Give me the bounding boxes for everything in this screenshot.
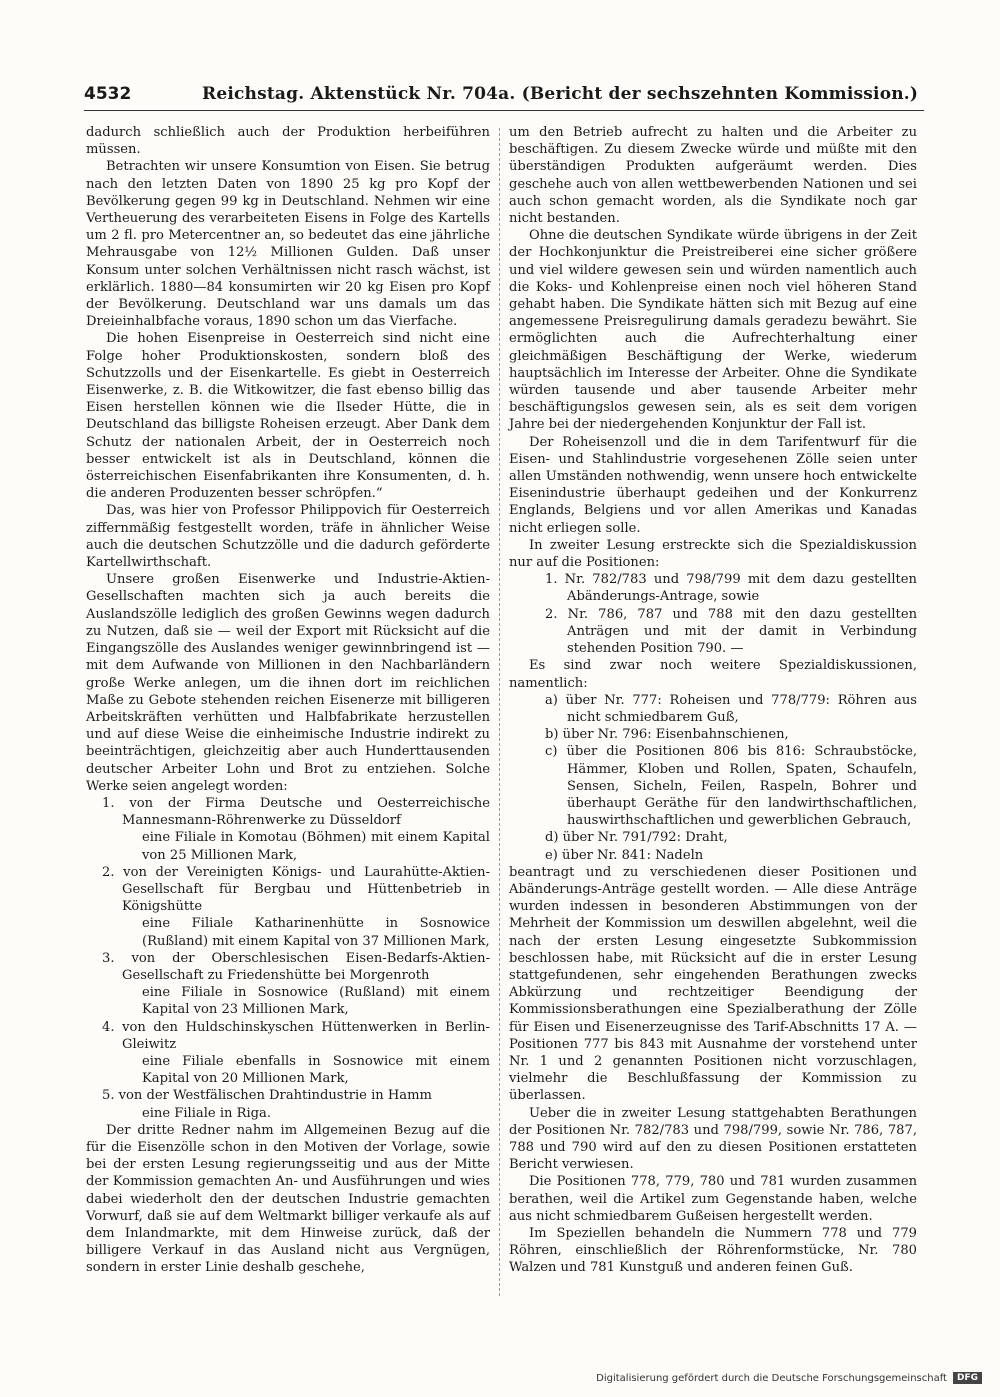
paragraph: Ohne die deutschen Syndikate würde übrigens in der Zeit der Hochkonjunktur die Preistreiberei eine sicher größere und viel wildere gewesen sein und würden namentlich auch die Koks- und Kohlenpreise einen noch viel höheren Stand gehabt haben. Die Syndikate hätten sich mit Bezug auf eine angemessene Preisregulirung damals geradezu bewährt. Sie ermöglichten auch die Aufrechterhaltung einer gleichmäßigen Beschäftigung der Werke, wiederum hauptsächlich im Interesse der Arbeiter. Ohne die Syndikate würden tausende und aber tausende Arbeiter mehr beschäftigungslos gewesen sein, als es seit dem vorigen Jahre bei der niedergehenden Konjunktur der Fall ist. (509, 228, 917, 433)
list-item: 5. von der Westfälischen Drahtindustrie in Hamm (102, 1088, 432, 1104)
paragraph: Ueber die in zweiter Lesung stattgehabten Berathungen der Positionen Nr. 782/783 und 798/799, sowie Nr. 786, 787, 788 und 790 wird auf den zu diesen Positionen erstatteten Bericht verwiesen. (509, 1105, 917, 1173)
list-item: a) über Nr. 777: Roheisen und 778/779: Röhren aus nicht schmiedbarem Guß, (545, 692, 917, 725)
page-number: 4532 (84, 84, 132, 104)
discussion-list (509, 692, 917, 864)
list-item: e) über Nr. 841: Nadeln (545, 847, 704, 863)
left-column (86, 124, 490, 1277)
right-column (509, 124, 917, 1277)
list-item-detail: eine Filiale in Riga. (142, 1105, 272, 1121)
footer (596, 1369, 982, 1387)
paragraph: Der dritte Redner nahm im Allgemeinen Bezug auf die für die Eisenzölle schon in den Motiven der Vorlage, sowie bei der ersten Lesung regierungsseitig und aus der Mitte der Kommission gemachten An- und Ausführungen und wies dabei wiederholt den der deutschen Industrie gemachten Vorwurf, daß sie auf dem Weltmarkt billiger verkaufe als auf dem Inlandmarkte, mit dem Hinweise zurück, daß der billigere Verkauf in das Ausland nicht aus Vergnügen, sondern in erster Linie deshalb geschehe, (86, 1122, 490, 1276)
column-divider (499, 128, 500, 1296)
header-rule (84, 110, 924, 111)
paragraph: In zweiter Lesung erstreckte sich die Spezialdiskussion nur auf die Positionen: (509, 537, 917, 571)
paragraph: beantragt und zu verschiedenen dieser Positionen und Abänderungs-Anträge gestellt worden. — Alle diese Anträge wurden indessen in besonderen Abstimmungen von der Mehrheit der Kommission um deswillen abgelehnt, weil die nach der ersten Lesung eingesetzte Subkommission beschlossen habe, mit Rücksicht auf die in erster Lesung stattgefundenen, sehr eingehenden Berathungen zwecks Abkürzung und rechtzeitiger Beendigung der Kommissionsberathungen eine Spezialberathung der Zölle für Eisen und Eisenerzeugnisse des Tarif-Abschnitts 17 A. — Positionen 777 bis 843 mit Ausnahme der vorstehend unter Nr. 1 und 2 genannten Positionen nicht vorzuschlagen, vielmehr die Beschlußfassung der Kommission zu überlassen. (509, 864, 917, 1104)
paragraph: Die hohen Eisenpreise in Oesterreich sind nicht eine Folge hoher Produktionskosten, sondern bloß des Schutzzolls und der Eisenkartelle. Es giebt in Oesterreich Eisenwerke, z. B. die Witkowitzer, die fast ebenso billig das Eisen herstellen können wie die Ilseder Hütte, die in Deutschland das billigste Roheisen erzeugt. Aber Dank dem Schutz der nationalen Arbeit, der in Oesterreich noch besser entwickelt ist als in Deutschland, können die österreichischen Eisenfabrikanten ihre Konsumenten, d. h. die anderen Produzenten besser schröpfen.“ (86, 331, 490, 502)
paragraph: Betrachten wir unsere Konsumtion von Eisen. Sie betrug nach den letzten Daten von 1890 25 kg pro Kopf der Bevölkerung gegen 99 kg in Deutschland. Nehmen wir eine Vertheuerung des verarbeiteten Eisens in Folge des Kartells um 2 fl. pro Metercentner an, so bedeutet das eine jährliche Mehrausgabe von 12½ Millionen Gulden. Daß unser Konsum unter solchen Verhältnissen nicht rasch wächst, ist erklärlich. 1880—84 konsumirten wir 20 kg Eisen pro Kopf der Bevölkerung. Deutschland war uns damals um das Dreieinhalbfache voraus, 1890 schon um das Vierfache. (86, 159, 490, 330)
list-item: 2. von der Vereinigten Königs- und Laurahütte-Aktien-Gesellschaft für Bergbau und Hüttenbetrieb in Königshütte (102, 864, 490, 915)
paragraph: um den Betrieb aufrecht zu halten und die Arbeiter zu beschäftigen. Zu diesem Zwecke würde und müßte mit den überständigen Produkten aufgeräumt werden. Dies geschehe auch von allen wettbewerbenden Nationen und sei auch schon gemacht worden, als die Syndikate noch gar nicht bestanden. (509, 125, 917, 227)
list-item-detail: eine Filiale in Komotau (Böhmen) mit einem Kapital von 25 Millionen Mark, (142, 830, 490, 863)
page-title: Reichstag. Aktenstück Nr. 704a. (Bericht der sechszehnten Kommission.) (202, 84, 919, 104)
list-item: d) über Nr. 791/792: Draht, (545, 830, 728, 846)
paragraph: Im Speziellen behandeln die Nummern 778 und 779 Röhren, einschließlich der Röhrenformstücke, Nr. 780 Walzen und 781 Kunstguß und anderen feinen Guß. (509, 1226, 917, 1276)
list-item: 4. von den Huldschinskyschen Hüttenwerken in Berlin-Gleiwitz (102, 1019, 490, 1052)
list-item: 1. Nr. 782/783 und 798/799 mit dem dazu gestellten Abänderungs-Antrage, sowie (545, 572, 917, 605)
paragraph: Es sind zwar noch weitere Spezialdiskussionen, namentlich: (509, 658, 917, 691)
list-item: 3. von der Oberschlesischen Eisen-Bedarfs-Aktien-Gesellschaft zu Friedenshütte bei Morgenroth (102, 950, 490, 983)
page-header (84, 78, 924, 114)
footer-text: Digitalisierung gefördert durch die Deutsche Forschungsgemeinschaft (596, 1372, 947, 1384)
list-item: b) über Nr. 796: Eisenbahnschienen, (545, 727, 789, 743)
list-item-detail: eine Filiale ebenfalls in Sosnowice mit einem Kapital von 20 Millionen Mark, (142, 1053, 490, 1087)
list-item: 2. Nr. 786, 787 und 788 mit den dazu gestellten Anträgen und mit der damit in Verbindung stehenden Position 790. — (545, 606, 917, 657)
paragraph: Das, was hier von Professor Philippovich für Oesterreich ziffernmäßig festgestellt worden, träfe in ähnlicher Weise auch die deutschen Schutzzölle und die dadurch geförderte Kartellwirthschaft. (86, 503, 490, 571)
position-list (509, 571, 917, 657)
list-item-detail: eine Filiale in Sosnowice (Rußland) mit einem Kapital von 23 Millionen Mark, (142, 985, 490, 1018)
paragraph: Die Positionen 778, 779, 780 und 781 wurden zusammen berathen, weil die Artikel zum Gegenstande haben, welche aus nicht schmiedbarem Gußeisen hergestellt werden. (509, 1174, 917, 1224)
paragraph: Unsere großen Eisenwerke und Industrie-Aktien-Gesellschaften machten sich ja auch bereits die Auslandszölle lediglich des großen Gewinns wegen dadurch zu Nutzen, daß sie — weil der Export mit Rücksicht auf die Eingangszölle des Auslandes weniger gewinnbringend ist — mit dem Aufwande von Millionen in den Nachbarländern große Werke anlegen, um die ihnen dort im reichlichen Maße zu Gebote stehenden reichen Eisenerze mit billigeren Arbeitskräften verhütten und Halbfabrikate herzustellen und auf diese Weise die einheimische Industrie indirekt zu beeinträchtigen, gleichzeitig aber auch Hunderttausenden deutscher Arbeiter Lohn und Brot zu entziehen. Solche Werke seien angelegt worden: (86, 572, 490, 794)
list-item-detail: eine Filiale Katharinenhütte in Sosnowice (Rußland) mit einem Kapital von 37 Millionen Mark, (142, 916, 490, 949)
dfg-logo: DFG (953, 1372, 982, 1384)
paragraph: Der Roheisenzoll und die in dem Tarifentwurf für die Eisen- und Stahlindustrie vorgesehenen Zölle seien unter allen Umständen nothwendig, wenn unsere hoch entwickelte Eisenindustrie überhaupt gedeihen und der Konkurrenz Englands, Belgiens und vor allen Amerikas und Kanadas nicht erliegen solle. (509, 434, 917, 536)
list-item: 1. von der Firma Deutsche und Oesterreichische Mannesmann-Röhrenwerke zu Düsseldorf (102, 795, 490, 829)
list-item: c) über die Positionen 806 bis 816: Schraubstöcke, Hämmer, Kloben und Rollen, Spaten, Schaufeln, Sensen, Sicheln, Feilen, Raspeln, Bohrer und überhaupt Geräthe für den landwirthschaftlichen, hauswirthschaftlichen und gewerblichen Gebrauch, (545, 744, 917, 829)
paragraph: dadurch schließlich auch der Produktion herbeiführen müssen. (86, 125, 490, 158)
branch-list (86, 795, 490, 1122)
